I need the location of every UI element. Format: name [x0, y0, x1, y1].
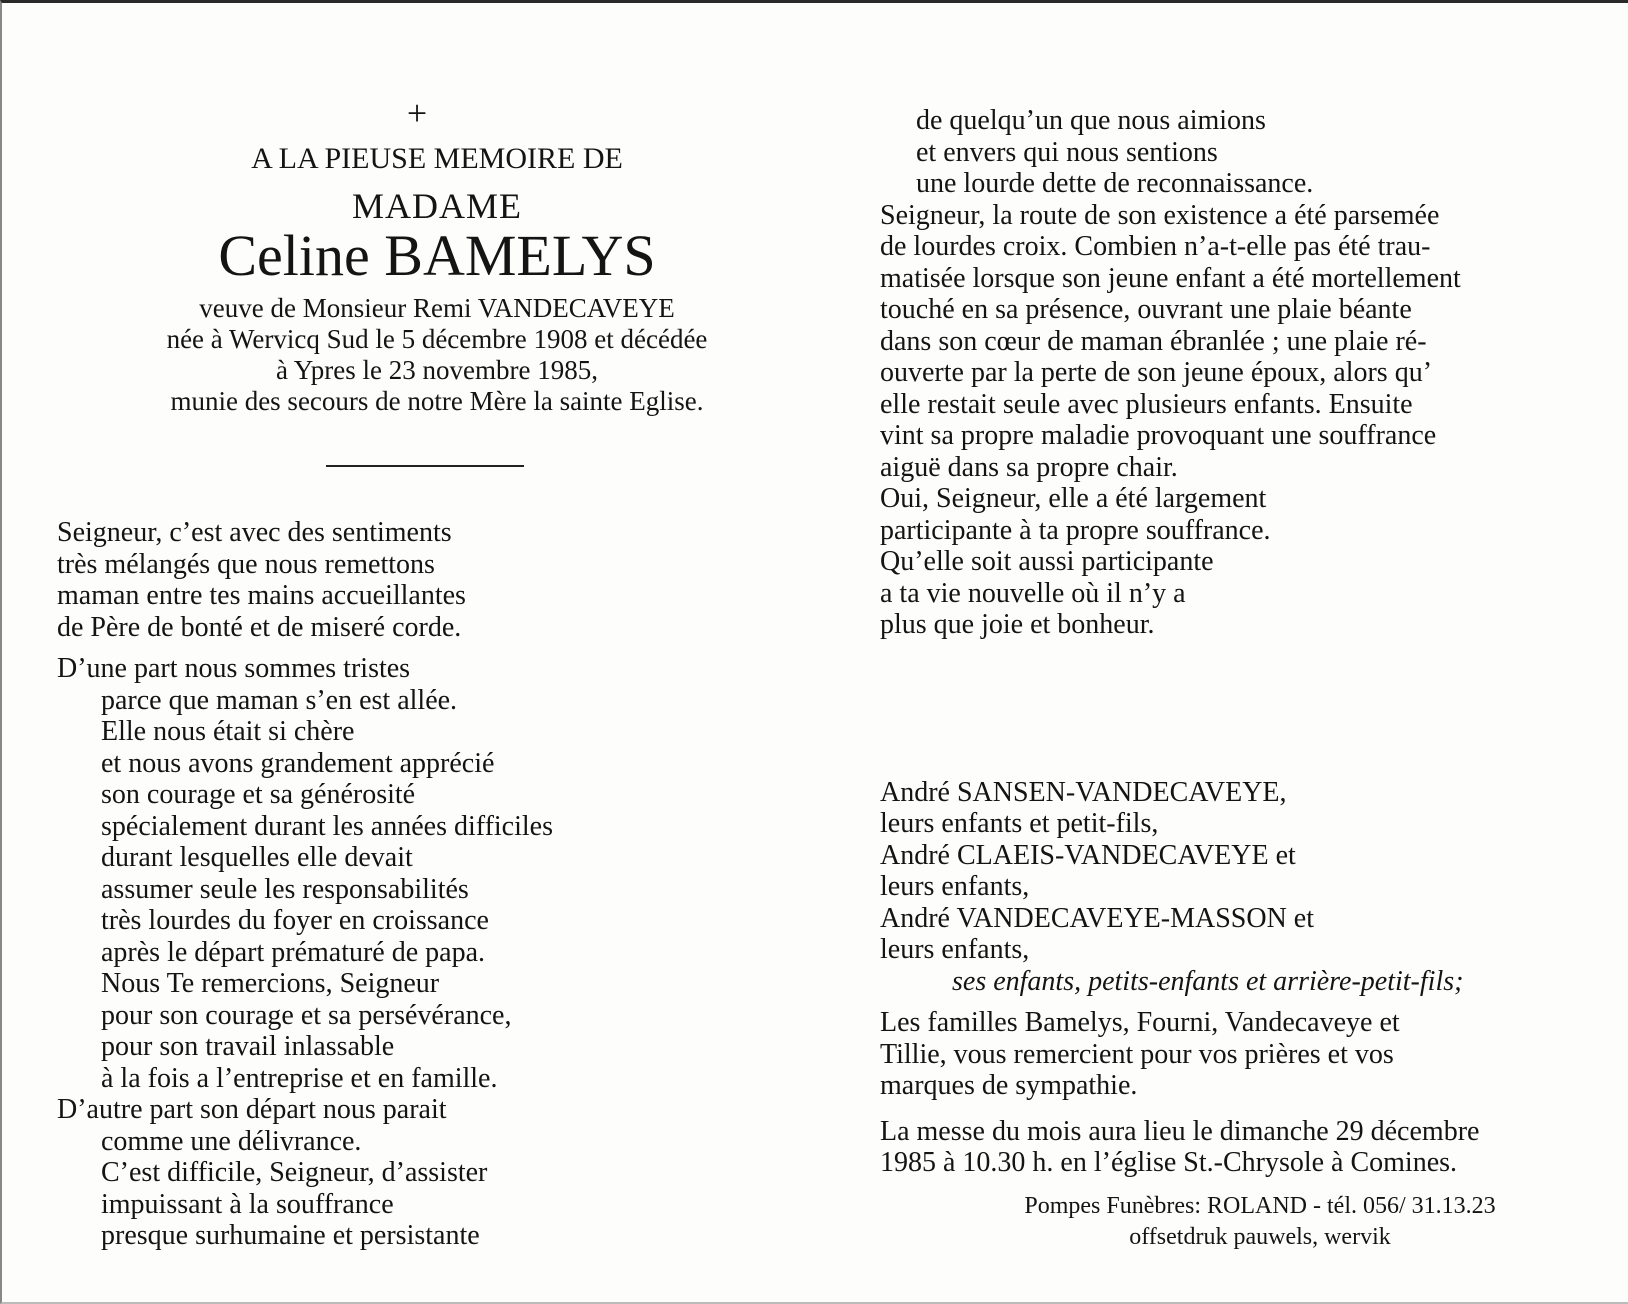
text-line: Nous Te remercions, Seigneur: [101, 968, 440, 999]
right-column: [880, 105, 1600, 1253]
family-line: André VANDECAVEYE-MASSON et: [880, 902, 1315, 934]
text-line: de lourdes croix. Combien n’a-t-elle pas été trau-: [880, 231, 1431, 262]
biographical-info: [57, 293, 817, 417]
text-line: et envers qui nous sentions: [916, 136, 1218, 168]
info-line: veuve de Monsieur Remi VANDECAVEYE: [199, 293, 675, 323]
family-line: André SANSEN-VANDECAVEYE,: [880, 776, 1287, 808]
text-line: C’est difficile, Seigneur, d’assister: [101, 1157, 488, 1188]
text-line: assumer seule les responsabilités: [101, 873, 469, 905]
text-line: dans son cœur de maman ébranlée ; une plaie ré-: [880, 325, 1427, 357]
text-line: Seigneur, la route de son existence a été parsemée: [880, 199, 1440, 231]
left-column: [57, 93, 817, 1252]
text-line: plus que joie et bonheur.: [880, 609, 1155, 640]
text-line: elle restait seule avec plusieurs enfants. Ensuite: [880, 388, 1413, 420]
left-paragraph-1: [57, 517, 817, 643]
text-line: vint sa propre maladie provoquant une souffrance: [880, 420, 1437, 451]
text-line: Les familles Bamelys, Fourni, Vandecaveye et: [880, 1007, 1400, 1038]
text-line: très mélangés que nous remettons: [57, 548, 435, 580]
family-thanks: [880, 1007, 1600, 1102]
text-line: touché en sa présence, ouvrant une plaie béante: [880, 294, 1412, 325]
family-line: leurs enfants,: [880, 871, 1030, 902]
text-line: comme une délivrance.: [101, 1125, 362, 1157]
memorial-heading: A LA PIEUSE MEMOIRE DE: [251, 142, 623, 175]
text-line: participante à ta propre souffrance.: [880, 514, 1271, 546]
info-line: à Ypres le 23 novembre 1985,: [276, 355, 598, 385]
text-line: très lourdes du foyer en croissance: [101, 905, 489, 936]
text-line: D’autre part son départ nous parait: [57, 1094, 447, 1125]
text-line: durant lesquelles elle devait: [101, 842, 413, 873]
text-line: maman entre tes mains accueillantes: [57, 580, 466, 611]
text-line: spécialement durant les années difficiles: [101, 810, 553, 842]
left-paragraph-2: [57, 653, 817, 1094]
text-line: Oui, Seigneur, elle a été largement: [880, 483, 1267, 514]
text-line: matisée lorsque son jeune enfant a été mortellement: [880, 262, 1461, 294]
text-line: à la fois a l’entreprise et en famille.: [101, 1062, 498, 1094]
text-line: D’une part nous sommes tristes: [57, 653, 411, 684]
text-line: La messe du mois aura lieu le dimanche 29 décembre: [880, 1115, 1480, 1147]
cross-symbol: +: [406, 93, 428, 133]
info-line: née à Wervicq Sud le 5 décembre 1908 et décédée: [166, 324, 708, 354]
text-line: une lourde dette de reconnaissance.: [916, 168, 1314, 199]
text-line: après le départ prématuré de papa.: [101, 936, 486, 968]
right-continuation: [880, 105, 1600, 200]
right-paragraph: [880, 200, 1600, 484]
printer-credits: [880, 1191, 1600, 1253]
text-line: marques de sympathie.: [880, 1070, 1138, 1101]
text-line: Seigneur, c’est avec des sentiments: [57, 517, 452, 548]
text-line: a ta vie nouvelle où il n’y a: [880, 577, 1186, 609]
text-line: son courage et sa générosité: [101, 779, 416, 810]
text-line: pour son courage et sa persévérance,: [101, 999, 512, 1031]
family-list: [880, 777, 1600, 998]
info-line: munie des secours de notre Mère la sainte Eglise.: [170, 386, 704, 416]
deceased-name: Celine BAMELYS: [218, 223, 656, 288]
printer-line: offsetdruk pauwels, wervik: [1129, 1223, 1391, 1250]
text-line: Elle nous était si chère: [101, 716, 355, 747]
family-line: leurs enfants et petit-fils,: [880, 808, 1159, 839]
left-paragraph-3: [57, 1094, 817, 1252]
text-line: Tillie, vous remercient pour vos prières et vos: [880, 1038, 1394, 1070]
text-line: 1985 à 10.30 h. en l’église St.-Chrysole à Comines.: [880, 1147, 1458, 1178]
funeral-home-line: Pompes Funèbres: ROLAND - tél. 056/ 31.13.23: [1024, 1192, 1496, 1219]
family-line: leurs enfants,: [880, 934, 1030, 965]
divider-rule: [326, 465, 524, 467]
text-line: de Père de bonté et de miseré corde.: [57, 611, 462, 643]
title-madame: MADAME: [351, 186, 522, 226]
family-summary-line: ses enfants, petits-enfants et arrière-petit-fils;: [952, 965, 1464, 997]
text-line: Qu’elle soit aussi participante: [880, 546, 1214, 577]
mass-announcement: [880, 1116, 1600, 1179]
text-line: parce que maman s’en est allée.: [101, 684, 458, 716]
text-line: et nous avons grandement apprécié: [101, 747, 495, 779]
text-line: presque surhumaine et persistante: [101, 1220, 480, 1251]
right-closing: [880, 483, 1600, 641]
family-line: André CLAEIS-VANDECAVEYE et: [880, 839, 1296, 871]
text-line: pour son travail inlassable: [101, 1031, 395, 1062]
text-line: de quelqu’un que nous aimions: [916, 105, 1266, 136]
text-line: ouverte par la perte de son jeune époux, alors qu’: [880, 357, 1433, 388]
text-line: aiguë dans sa propre chair.: [880, 451, 1178, 483]
text-line: impuissant à la souffrance: [101, 1188, 394, 1220]
